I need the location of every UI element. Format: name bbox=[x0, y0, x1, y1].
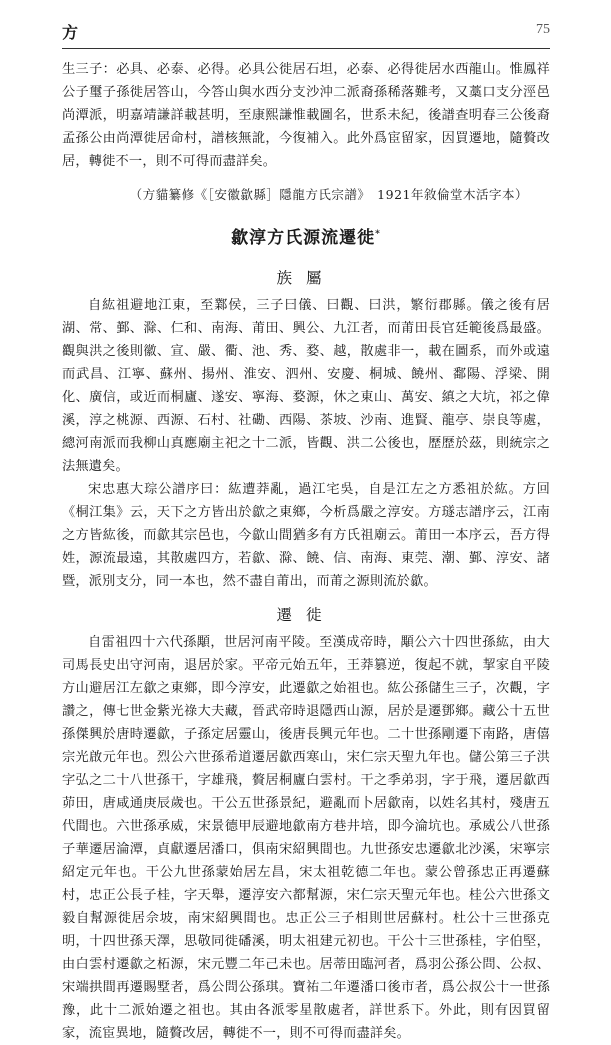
page-number: 75 bbox=[536, 22, 550, 37]
article-title-text: 歙淳方氏源流遷徙 bbox=[231, 228, 376, 248]
page-header bbox=[62, 18, 550, 49]
section-heading-clan: 族屬 bbox=[276, 269, 336, 287]
chapter-label: 方 bbox=[62, 23, 79, 42]
clan-paragraph-2: 宋忠惠大琮公譜序曰：紘遭莽亂，過江宅吳，自是江左之方悉祖於紘。方回《桐江集》云，天下之方皆出於歙之東鄉，今析爲嚴之淳安。方璲志譜序云，江南之方皆紘後，而歙其宗邑也，今歙山間猶多有方氏祖廟云。莆田一本序云，吾方得姓，源流最遠，其散處四方，若歙、滁、饒、信、南海、東莞、潮、鄞、淳安、諸暨，派別支分，同一本也，然不盡自莆出，而莆之源則流於歙。 bbox=[62, 482, 550, 589]
article-title bbox=[62, 223, 550, 248]
intro-paragraph: 生三子：必具、必泰、必得。必具公徙居石坦，必泰、必得徙居水西龍山。惟鳳祥公子璽子孫徙居答山，今答山與水西分支沙沖二派裔孫稀落難考，又藁口支分涇邑尚潭派，明嘉靖謙詳載甚明，至康熙謙惟載圖名，世系未紀，後譜查明春三公後裔孟孫公由尚潭徙居命村，譜核無訛，今復補入。此外爲宦留家，因買遷地，隨贅改居，轉徙不一，則不可得而盡詳矣。 bbox=[62, 62, 550, 169]
section-heading-migration: 遷徙 bbox=[276, 606, 336, 624]
migration-paragraph-1: 自雷祖四十六代孫顒，世居河南平陵。至漢成帝時，顒公六十四世孫紘，由大司馬長史出守河南，退居於家。平帝元始五年，王莽篡逆，復起不就，挈家自平陵方山避居江左歙之東鄉，即今淳安，此遷歙之始祖也。紘公孫儲生三子，次觀，字讚之，傳七世金紫光祿大夫藏，晉武帝時退隱西山源，居於是遷鄧鄉。藏公十五世孫傑興於唐時遷歙，子孫定居靈山，後唐長興元年也。二十世孫剛遷下南路，唐僖宗光啟元年也。烈公六世孫希道遷居歙西寒山，宋仁宗天聖九年也。儲公第三子洪字弘之二十八世孫干，字雄飛，贅居桐廬白雲村。干之季弟羽，字于飛，遷居歙西茆田，唐咸通庚辰歲也。干公五世孫景紀，避亂而卜居歙南，以姓名其村，殘唐五代間也。六世孫承威，宋景德甲辰避地歙南方巷井培，即今淪坑也。承威公八世孫子華遷居淪潭，貞獻遷居潘口，俱南宋紹興間也。九世孫安忠遷歙北沙溪，宋寧宗紹定元年也。干公九世孫蒙始居左昌，宋太祖乾德二年也。蒙公曾孫忠正再遷蘇村，忠正公長子桂，字天舉，遷淳安六都幫源，宋仁宗天聖元年也。桂公六世孫文毅自幫源徙居佘坡，南宋紹興間也。忠正公三子相則世居蘇村。杜公十三世孫克明，十四世孫天澤，思敬同徙磻溪，明太祖建元初也。干公十三世孫桂，字伯堅，由白雲村遷歙之柘源，宋元豐二年己未也。居蒂田臨河者，爲羽公孫公問、公叔、宋端拱間再遷賜墅者，爲公問公孫琪。寶祐二年遷潘口後市者，爲公叔公十一世孫豫，此十二派始遷之祖也。其由各派零星散處者，詳世系下。外此，則有因買留家，流宦異地，隨贅改居，轉徙不一，則不可得而盡詳矣。 bbox=[62, 635, 550, 1041]
clan-paragraph-1: 自紘祖避地江東，至鄴侯，三子曰儀、曰觀、曰洪，繁衍郡縣。儀之後有居湖、常、鄞、滁、仁和、南海、莆田、興公、九江者，而莆田長官廷範後爲最盛。觀與洪之後則徽、宣、嚴、衢、池、秀、婺、越，散處非一，載在圖系，而外或遠而武昌、江寧、蘇州、揚州、淮安、泗州、安慶、桐城、饒州、鄱陽、浮梁、開化、廣信，或近而桐廬、遂安、寧海、婺源，休之東山、萬安、縝之大坑，祁之偉溪，淳之桃源、西源、石村、社磡、西陽、茶坡、沙南、進賢、龍亭、崇良等處，總河南派而我柳山真應廟主祀之十二派，皆觀、洪二公後也，歷歷於茲，則統宗之法無遺矣。 bbox=[62, 298, 550, 474]
title-footnote-mark: * bbox=[375, 229, 381, 240]
page-body bbox=[62, 58, 550, 1045]
source-citation: （方貓纂修《［安徽歙縣］隱龍方氏宗譜》 1921年敘倫堂木活字本） bbox=[129, 187, 528, 202]
